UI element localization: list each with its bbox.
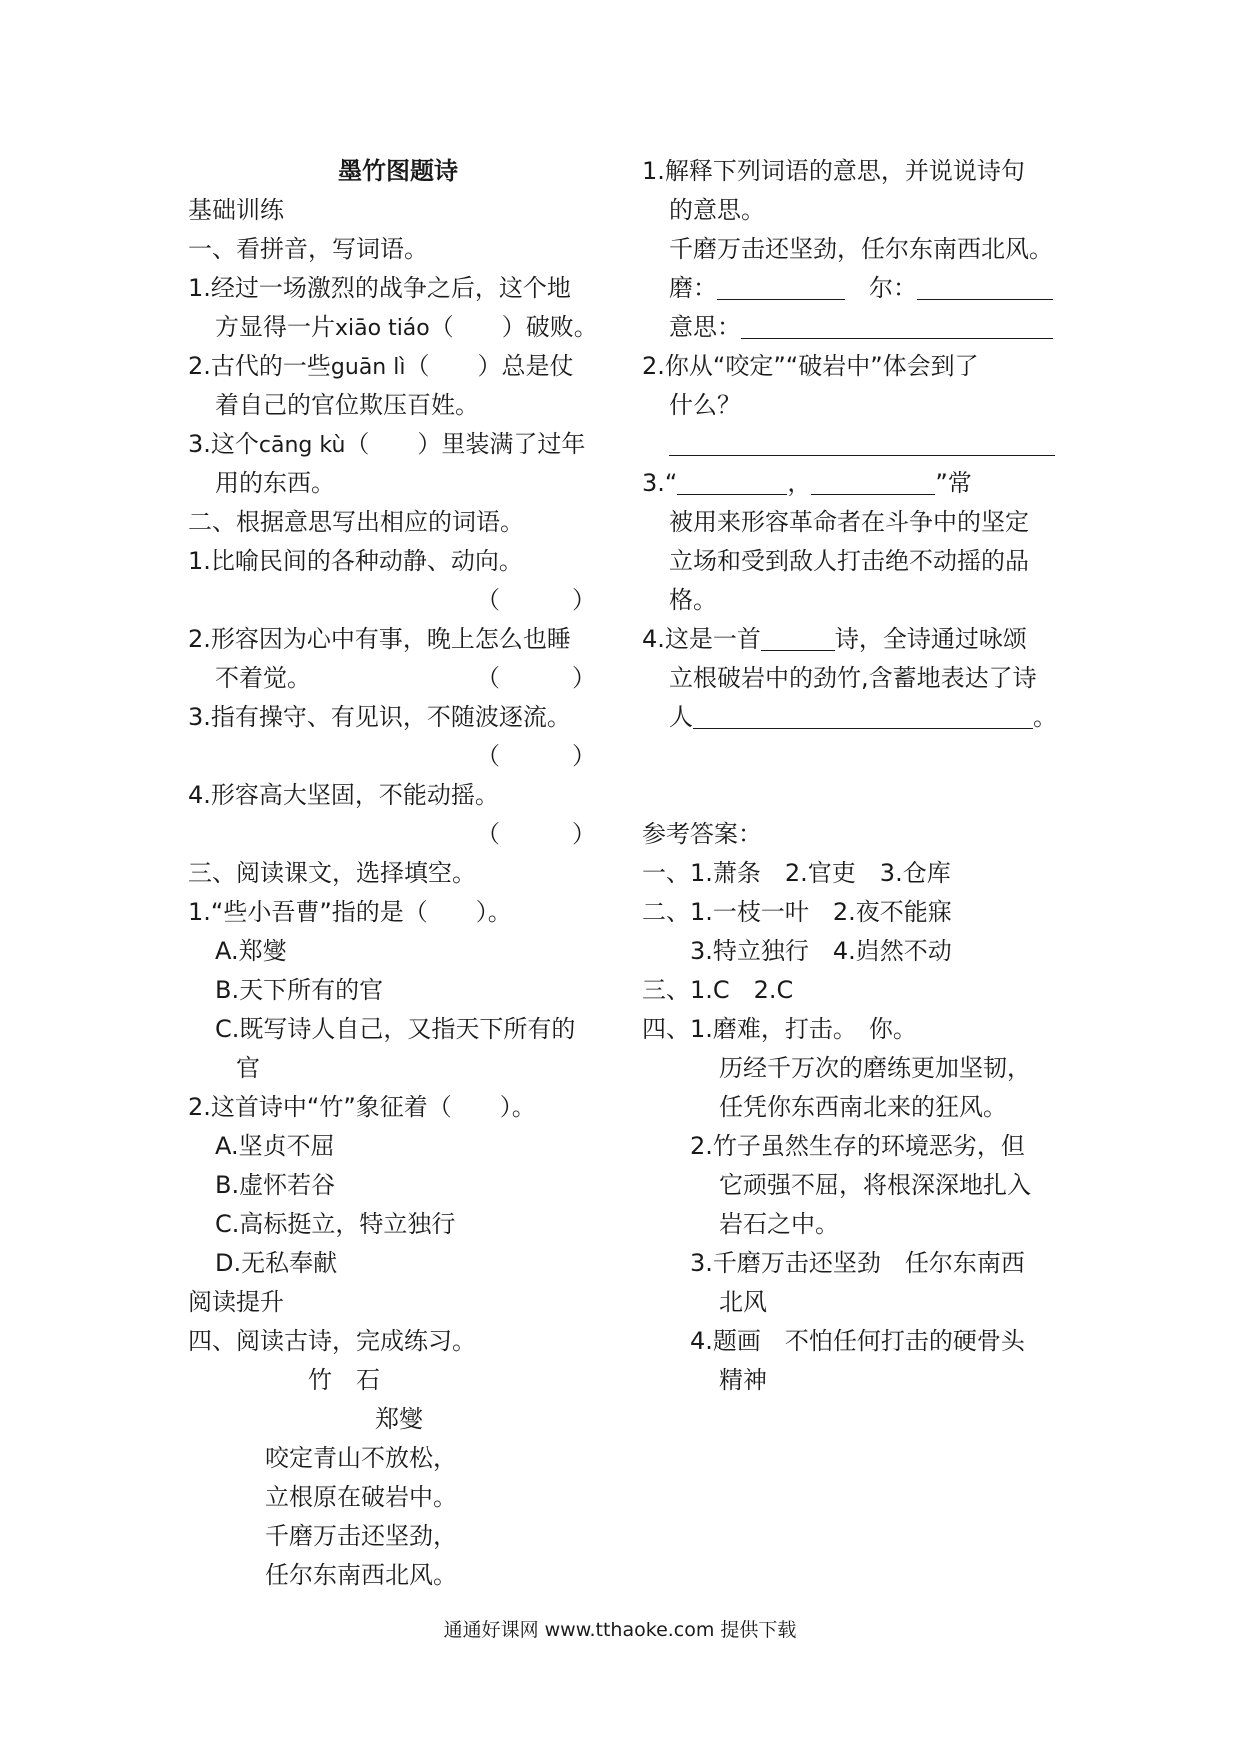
- poem-line-1: 咬定青山不放松，: [265, 1444, 457, 1472]
- sec1-q2-line1: [188, 347, 608, 386]
- sec3-q1-option-c-cont: 官: [236, 1054, 260, 1082]
- r-q3-open-quote: 3.“: [642, 469, 678, 497]
- pinyin-cang-ku: cāng kù: [258, 433, 346, 458]
- sec3-q1-option-c: C.既写诗人自己，又指天下所有的: [215, 1015, 576, 1043]
- answer-4-line4: 2.竹子虽然生存的环境恶劣，但: [690, 1132, 1025, 1160]
- r-q3-line2: 被用来形容革命者在斗争中的坚定: [669, 508, 1029, 536]
- sec1-q2-text-pre: 2.古代的一些: [188, 352, 331, 380]
- sec3-q2-option-d: D.无私奉献: [215, 1249, 338, 1277]
- answer-4-line7: 3.千磨万击还坚劲 任尔东南西: [690, 1249, 1025, 1277]
- r-q1-line2: 的意思。: [669, 196, 765, 224]
- sec1-q3-text-post: （ ）里装满了过年: [345, 430, 586, 458]
- sec3-q1-option-b: B.天下所有的官: [215, 976, 384, 1004]
- r-q4-text-pre: 4.这是一首: [642, 625, 761, 653]
- r-q1-line1: 1.解释下列词语的意思，并说说诗句: [642, 157, 1025, 185]
- r-q3-blank-1[interactable]: [677, 468, 787, 495]
- sec1-q1-line1: 1.经过一场激烈的战争之后，这个地: [188, 274, 571, 302]
- answer-4-line6: 岩石之中。: [719, 1210, 839, 1238]
- r-q4-blank-type[interactable]: [761, 624, 835, 651]
- section-4-heading: 四、阅读古诗，完成练习。: [188, 1327, 476, 1355]
- mo-label: 磨：: [669, 274, 717, 302]
- r-q3-line4: 格。: [669, 586, 717, 614]
- answer-4-line3: 任凭你东西南北来的狂风。: [719, 1093, 1007, 1121]
- reading-heading: 阅读提升: [188, 1288, 284, 1316]
- sec2-q3-answer-blank: （ ）: [476, 742, 596, 770]
- r-q3-line1: [642, 464, 1062, 503]
- r-q2-answer-blank[interactable]: [669, 429, 1055, 456]
- sec1-q3-line1: [188, 425, 608, 464]
- r-q2-answer-line: [642, 425, 1062, 464]
- sec1-q2-text-post: （ ）总是仗: [405, 352, 574, 380]
- pinyin-xiao-tiao: xiāo tiáo: [335, 316, 430, 341]
- poem-line-4: 任尔东南西北风。: [265, 1561, 457, 1589]
- sec2-q2-text: 不着觉。: [215, 664, 311, 692]
- sec3-q2: 2.这首诗中“竹”象征着（ ）。: [188, 1093, 536, 1121]
- sec2-q3: 3.指有操守、有见识，不随波逐流。: [188, 703, 571, 731]
- page-footer: 通通好课网 www.tthaoke.com 提供下载: [443, 1619, 797, 1641]
- sec3-q1: 1.“些小吾曹”指的是（ ）。: [188, 898, 512, 926]
- r-q1-poem-line: 千磨万击还坚劲，任尔东南西北风。: [669, 235, 1053, 263]
- answer-4-line1: 四、1.磨难，打击。 你。: [642, 1015, 917, 1043]
- r-q4-period: 。: [1033, 703, 1057, 731]
- answers-heading: 参考答案：: [642, 820, 762, 848]
- answer-4-line10: 精神: [719, 1366, 767, 1394]
- answer-1: 一、1.萧条 2.官吏 3.仓库: [642, 859, 951, 887]
- r-q4-blank-feeling[interactable]: [693, 702, 1033, 729]
- sec1-q2-line2: 着自己的官位欺压百姓。: [215, 391, 479, 419]
- poem-line-2: 立根原在破岩中。: [265, 1483, 457, 1511]
- sec1-q3-text-pre: 3.这个: [188, 430, 259, 458]
- r-q3-blank-2[interactable]: [811, 468, 935, 495]
- sec1-q1-text-pre: 方显得一片: [215, 313, 335, 341]
- section-2-heading: 二、根据意思写出相应的词语。: [188, 508, 524, 536]
- r-q3-line3: 立场和受到敌人打击绝不动摇的品: [669, 547, 1029, 575]
- sec2-q1: 1.比喻民间的各种动静、动向。: [188, 547, 523, 575]
- section-3-heading: 三、阅读课文，选择填空。: [188, 859, 476, 887]
- meaning-label: 意思：: [669, 313, 741, 341]
- r-q1-define-line: [642, 269, 1062, 308]
- answer-2-line1: 二、1.一枝一叶 2.夜不能寐: [642, 898, 952, 926]
- pinyin-guan-li: guān lì: [330, 355, 406, 380]
- sec3-q1-option-a: A.郑燮: [215, 937, 287, 965]
- page-title: 墨竹图题诗: [338, 157, 458, 185]
- sec2-q2-line1: 2.形容因为心中有事，晚上怎么也睡: [188, 625, 571, 653]
- poem-author: 郑燮: [375, 1405, 423, 1433]
- r-q4-line2: 立根破岩中的劲竹,含蓄地表达了诗: [669, 664, 1037, 692]
- sec2-q1-answer-blank: （ ）: [476, 586, 596, 614]
- answer-4-line2: 历经千万次的磨练更加坚韧，: [719, 1054, 1031, 1082]
- answer-4-line5: 它顽强不屈，将根深深地扎入: [719, 1171, 1031, 1199]
- answer-4-line8: 北风: [719, 1288, 767, 1316]
- poem-title: 竹 石: [308, 1366, 380, 1394]
- sec2-q2-answer-blank: （ ）: [476, 664, 596, 692]
- er-label: 尔：: [869, 274, 917, 302]
- section-1-heading: 一、看拼音，写词语。: [188, 235, 428, 263]
- mo-answer-blank[interactable]: [717, 273, 845, 300]
- meaning-answer-blank[interactable]: [741, 312, 1053, 339]
- r-q2-line1: 2.你从“咬定”“破岩中”体会到了: [642, 352, 979, 380]
- r-q1-meaning-line: [642, 308, 1062, 347]
- r-q3-close-quote: ”常: [935, 469, 972, 497]
- left-column: [188, 152, 608, 1595]
- basic-training-heading: 基础训练: [188, 196, 284, 224]
- sec3-q2-option-b: B.虚怀若谷: [215, 1171, 336, 1199]
- r-q4-line3: [642, 698, 1062, 737]
- sec2-q4-answer-blank: （ ）: [476, 820, 596, 848]
- answer-4-line9: 4.题画 不怕任何打击的硬骨头: [690, 1327, 1025, 1355]
- r-q4-text-ren: 人: [669, 703, 693, 731]
- answer-3: 三、1.C 2.C: [642, 976, 794, 1004]
- sec3-q2-option-a: A.坚贞不屈: [215, 1132, 335, 1160]
- r-q3-comma: ，: [787, 469, 812, 497]
- r-q2-line2: 什么？: [669, 391, 741, 419]
- er-answer-blank[interactable]: [917, 273, 1053, 300]
- answer-2-line2: 3.特立独行 4.岿然不动: [690, 937, 952, 965]
- sec3-q2-option-c: C.高标挺立，特立独行: [215, 1210, 456, 1238]
- sec2-q2-line2: [188, 659, 608, 698]
- sec2-q4: 4.形容高大坚固，不能动摇。: [188, 781, 499, 809]
- sec1-q3-line2: 用的东西。: [215, 469, 335, 497]
- sec1-q1-line2: [188, 308, 608, 347]
- sec1-q1-text-post: （ ）破败。: [429, 313, 598, 341]
- r-q4-line1: [642, 620, 1062, 659]
- r-q4-text-post: 诗，全诗通过咏颂: [834, 625, 1027, 653]
- right-column: [642, 152, 1062, 1400]
- poem-line-3: 千磨万击还坚劲，: [265, 1522, 457, 1550]
